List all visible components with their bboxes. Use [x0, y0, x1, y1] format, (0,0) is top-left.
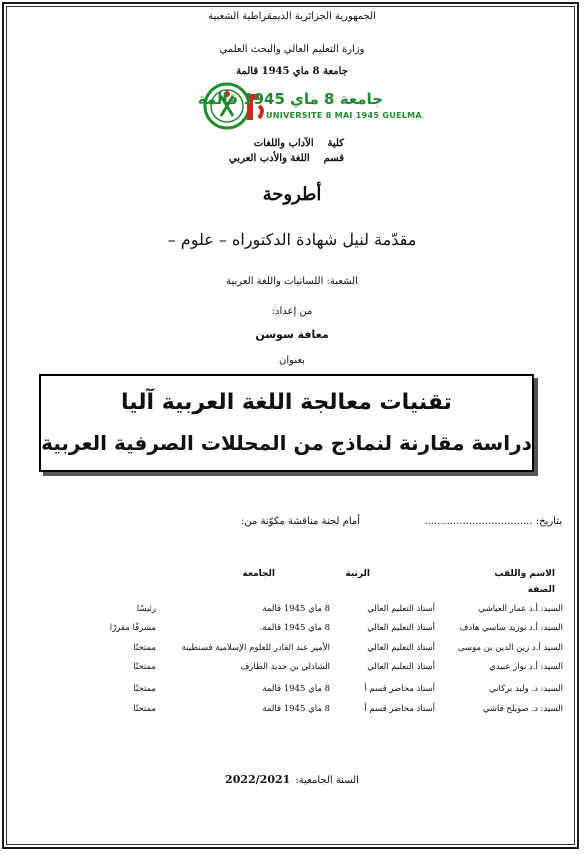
- author-name: معافة سوسن: [255, 328, 329, 341]
- committee-label: أمام لجنة مناقشة مكوّنة من:: [241, 516, 360, 527]
- header-university: الجامعة: [242, 569, 275, 579]
- member-role: مشرفًا مقررًا: [109, 623, 156, 633]
- document-type: أطروحة: [262, 184, 322, 205]
- department-line: [150, 153, 344, 164]
- member-name: السيد: أ.د بوزيد ساسي هادف: [459, 623, 563, 633]
- faculty-label: كلية: [327, 138, 344, 149]
- table-row: [60, 684, 563, 698]
- member-role: ممتحنًا: [133, 704, 156, 714]
- prepared-by-label: من إعداد:: [271, 306, 313, 317]
- member-name: السيد: د. وليد بركاني: [489, 684, 563, 694]
- logo-name-french: UNIVERSITE 8 MAI 1945 GUELMA: [266, 111, 422, 120]
- member-name: السيد: أ.د نوار عبيدي: [489, 662, 563, 672]
- table-row: [60, 623, 563, 637]
- table-row: [60, 604, 563, 618]
- academic-year: [142, 768, 442, 787]
- department-value: اللغة والأدب العربي: [228, 153, 310, 164]
- member-university: الشاذلي بن جديد الطارف: [240, 662, 330, 672]
- member-role: رئيسًا: [136, 604, 156, 614]
- thesis-title-line2: دراسة مقارنة لنماذج من المحللات الصرفية العربية: [41, 431, 532, 455]
- university-line: جامعة 8 ماي 1945 قالمة: [236, 66, 348, 77]
- header-name: الاسم واللقب: [494, 569, 555, 579]
- thesis-title-box: [39, 374, 534, 472]
- republic-line: الجمهورية الجزائرية الديمقراطية الشعبية: [208, 11, 376, 22]
- defense-date-line: بتاريخ: ..................................: [424, 516, 562, 527]
- member-university: 8 ماي 1945 قالمة.: [259, 623, 330, 633]
- faculty-value: الآداب واللغات: [253, 138, 314, 149]
- member-rank: أستاذ محاضر قسم أ: [364, 704, 435, 714]
- member-name: السيد: أ.د عمار العياشي: [478, 604, 563, 614]
- academic-year-label: السنة الجامعية:: [295, 775, 359, 786]
- member-rank: أستاذ التعليم العالي: [367, 604, 435, 614]
- member-name: السيد أ.د زين الدين بن موسى: [457, 643, 563, 653]
- academic-year-value: 2022/2021: [225, 773, 291, 786]
- member-university: 8 ماي 1945 قالمة: [262, 704, 330, 714]
- member-rank: أستاذ التعليم العالي: [367, 643, 435, 653]
- degree-line: مقدّمة لنيل شهادة الدكتوراه – علوم –: [167, 230, 417, 249]
- thesis-title-line1: تقنيات معالجة اللغة العربية آليا: [121, 390, 452, 415]
- member-name: السيد: د. صويلح قاشي: [482, 704, 563, 714]
- member-role: ممتحنًا: [133, 643, 156, 653]
- member-role: ممتحنًا: [133, 662, 156, 672]
- header-role: الصفة: [527, 585, 555, 595]
- branch-line: الشعبة: اللسانيات واللغة العربية: [226, 276, 358, 287]
- header-rank: الرتبة: [345, 569, 370, 579]
- ministry-line: وزارة التعليم العالي والبحث العلمي: [219, 44, 365, 55]
- logo-name-arabic: جامعة 8 ماي 1945 قالمة: [197, 90, 383, 108]
- member-university: 8 ماي 1945 قالمة: [262, 684, 330, 694]
- table-row: [60, 643, 563, 657]
- titled-label: بعنوان: [279, 355, 305, 366]
- table-row: [60, 704, 563, 718]
- member-university: 8 ماي 1945 قالمة: [262, 604, 330, 614]
- member-rank: أستاذ محاضر قسم أ: [364, 684, 435, 694]
- member-role: ممتحنًا: [133, 684, 156, 694]
- department-label: قسم: [323, 153, 344, 164]
- member-rank: أستاذ التعليم العالي: [367, 623, 435, 633]
- faculty-line: [150, 138, 344, 149]
- member-rank: أستاذ التعليم العالي: [367, 662, 435, 672]
- member-university: الأمير عبد القادر للعلوم الإسلامية قسنطينة: [181, 643, 330, 653]
- table-row: [60, 662, 563, 676]
